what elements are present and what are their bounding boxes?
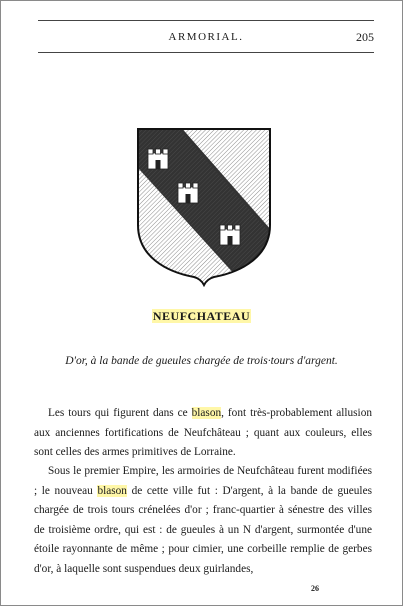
tower-icon: [178, 183, 198, 203]
tower-icon: [148, 149, 168, 169]
tower-icon: [220, 225, 240, 245]
coat-of-arms-shield-image: [136, 127, 272, 287]
paragraph-2: [34, 462, 372, 579]
paragraph-1: [34, 404, 372, 463]
page-number: 205: [356, 30, 374, 44]
highlighted-word: blason: [97, 484, 127, 497]
running-head-title: ARMORIAL.: [168, 31, 244, 43]
paragraph-2-text-b: de cette ville fut : D'argent, à la bande de gueules chargée de trois tours crénelées d'or ; franc-quartier à sénestre des villes de troisième ordre, qui est : de gueules à un N d'argent, surmontée d'une étoile rayonnante de même ; pour cimier, une corbeille remplie de gerbes d'or, à laquelle sont suspendues deux guirlandes,: [34, 484, 372, 575]
paragraph-2-text-a: Sous le premier Empire, les armoiries de Neufchâteau furent modifiées ; le nouveau: [34, 465, 372, 497]
arms-caption: [0, 309, 403, 324]
running-head: [38, 29, 374, 47]
paragraph-1-text-a: Les tours qui figurent dans ce: [48, 407, 192, 419]
town-name: NEUFCHATEAU: [152, 309, 251, 323]
signature-mark: 26: [311, 584, 319, 593]
highlighted-word: blason: [191, 407, 222, 419]
header-top-rule: [38, 20, 374, 21]
header-bottom-rule: [38, 52, 374, 53]
blazon-description: D'or, à la bande de gueules chargée de trois·tours d'argent.: [65, 355, 338, 367]
paragraph-1-text-b: , font très-probablement allusion aux anciennes fortifications de Neufchâteau ; quant aux couleurs, elles sont celles des armes primitives de Lorraine.: [34, 407, 372, 458]
